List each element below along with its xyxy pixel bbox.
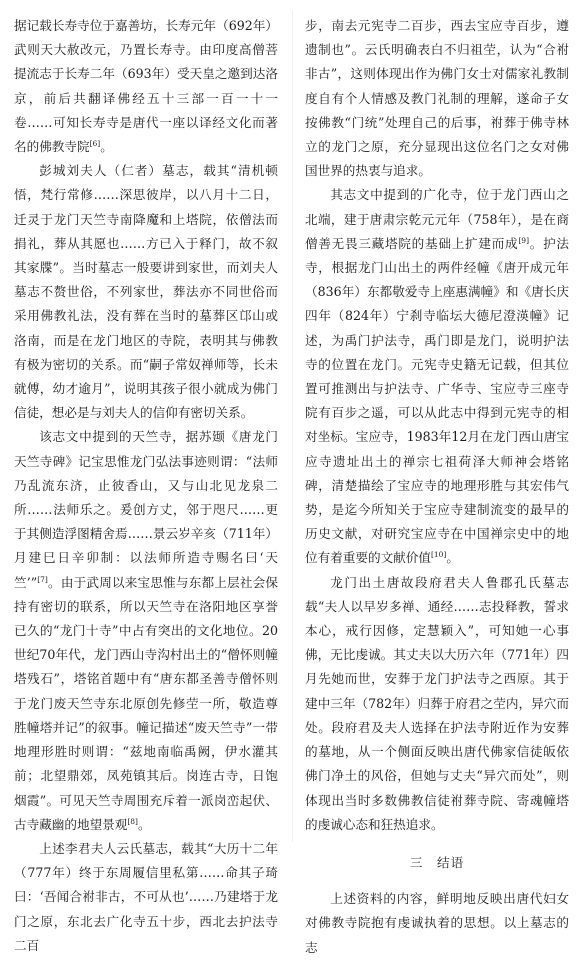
- paragraph-text-end: 。: [446, 550, 459, 566]
- paragraph-guanghua-temple: [305, 183, 569, 570]
- paragraph-text: 其志文中提到的广化寺，位于龙门西山之北端，建于唐肃宗乾元元年（758年），是在商僧善无畏三藏塔院的基础上扩建而成: [305, 187, 569, 251]
- paragraph-text: 上述李君夫人云氏墓志，载其“大历十二年（777年）终于东周履信里私第……命其子琦曰：‘吾闻合祔非古，不可从也’……乃建塔于龙门之原，东北去广化寺五十步，西北去护法寺二百: [14, 840, 278, 953]
- paragraph-text: 。护法寺，根据龙门山出土的两件经幢《唐开成元年（836年）东都敬爱寺上座惠满幢》和《唐长庆四年（824年）宁刹寺临坛大德尼澄渶幢》记述，为禹门护法寺，禹门即是龙门，说明护法寺的位置在龙门。元宪寺史籍无记载，但其位置可推测出与护法寺、广华寺、宝应寺三座寺院有百步之遥，可以从此志中得到元宪寺的相对坐标。宝应寺，1983年12月在龙门西山唐宝应寺遗址出土的禅宗七祖荷泽大师神会塔铭碑，清楚描绘了宝应寺的地理形胜与其宏伟气势，是迄今所知关于宝应寺建制流变的最早的历史文献，对研究宝应寺在中国禅宗史中的地位有着重要的文献价值: [305, 235, 570, 566]
- footnote-ref[interactable]: [10]: [430, 550, 447, 560]
- paragraph-yun-continued: [305, 14, 569, 183]
- paragraph-conclusion: [305, 887, 569, 960]
- paragraph-tianzhu-temple: [14, 425, 278, 836]
- paragraph-text: 上述资料的内容，鲜明地反映出唐代妇女对佛教寺院抱有虔诚执着的思想。以上墓志的志: [305, 891, 569, 955]
- paragraph-text: 步，南去元宪寺二百步，西去宝应寺百步，遵遗制也”。云氏明确表白不归祖茔，认为“合祔非古”，这则体现出作为佛门女士对儒家礼教制度自有个人情感及教门礼制的理解，遂命子女按佛教“门统”处理自己的后事，祔葬于佛寺林立的龙门之原，充分显现出这位名门之女对佛国世界的热衷与追求。: [305, 18, 569, 179]
- right-column: [305, 14, 569, 960]
- paragraph-text-end: 。: [137, 816, 151, 832]
- footnote-ref[interactable]: [6]: [89, 138, 101, 148]
- paragraph-kong-epitaph: [305, 571, 569, 837]
- paragraph-text: 该志文中提到的天竺寺，据苏颋《唐龙门天竺寺碑》记宝思惟龙门弘法事迹则谓：“法师乃乱流东济，止彼香山，又与山北见龙泉二所……法师乐之。爰创方丈，邻于咫尺……更于其侧造浮图精舍焉……景云岁辛亥（711年）月建巳日辛卯制：以法师所造寺赐名曰‘天竺’”: [14, 429, 278, 590]
- footnote-ref[interactable]: [9]: [518, 235, 529, 245]
- paragraph-changshou-temple: [14, 14, 278, 159]
- paragraph-text: 彭城刘夫人（仁者）墓志，载其“清机顿悟，梵行常修……深思彼岸，以八月十二日，迁灵于龙门天竺寺南降魔和上塔院，依僧法而捐礼，葬从其愿也……方已入于释门，故不叙其家牒”。当时墓志一般要讲到家世，而刘夫人墓志不赘世俗，不列家世，葬法亦不同世俗而采用佛教礼法，没有葬在当时的墓葬区邙山或洛南，而是在龙门地区的寺院，表明其与佛教有极为密切的关系。而“嗣子常奴禅师等，长未就傅，幼才逾月”，说明其孩子很小就成为佛门信徒，想必是与刘夫人的信仰有密切关系。: [14, 163, 278, 421]
- left-column: [14, 14, 278, 958]
- paragraph-liu-epitaph: [14, 159, 278, 425]
- section-heading-conclusion: 三 结语: [409, 854, 465, 870]
- paragraph-text-end: 。: [100, 139, 113, 155]
- paragraph-text: 据记载长寿寺位于嘉善坊，长寿元年（692年）武则天大赦改元，乃置长寿寺。由印度高僧菩提流志于长寿二年（693年）受天皇之邀到达洛京，前后共翻译佛经五十三部一百一十一卷……可知长寿寺是唐代一座以译经文化而著名的佛教寺院: [14, 18, 278, 155]
- footnote-ref[interactable]: [7]: [37, 574, 48, 584]
- paragraph-text: 龙门出土唐故段府君夫人鲁郡孔氏墓志载“夫人以早岁多禅、通经……志投释教，誓求本心，戒行因修，定慧颖入”，可知她一心事佛，无比虔诚。其丈夫以大历六年（771年）四月先她而世，安葬于龙门护法寺之西原。其于建中三年（782年）归葬于府君之茔内，异穴而处。段府君及夫人选择在护法寺附近作为安葬的墓地，从一个侧面反映出唐代佛家信徒皈依佛门净土的风俗，但她与丈夫“异穴而处”，则体现出当时多数佛教信徒祔葬寺院、寄魂幢塔的虔诚心态和狂热追求。: [305, 574, 569, 832]
- column-divider: [292, 10, 293, 842]
- paragraph-text: 。由于武周以来宝思惟与东都上层社会保持有密切的联系，所以天竺寺在洛阳地区享誉已久的“龙门十寺”中占有突出的文化地位。20世纪70年代，龙门西山寺沟村出土的“僧怀则幢塔残石”，塔铭首题中有“唐东都圣善寺僧怀则于龙门废天竺寺东北原创先修茔一所，敬造尊胜幢塔并记”的叙事。幢记描述“废天竺寺”一带地理形胜时则谓：“兹地南临禹阙，伊水灌其前；北望鼎郊，凤苑镇其后。岗连古寺，日饱烟霞”。可见天竺寺周围充斥着一派岗峦起伏、古寺藏幽的地望景观: [14, 574, 278, 832]
- footnote-ref[interactable]: [8]: [127, 816, 138, 826]
- paragraph-yun-epitaph: [14, 837, 278, 958]
